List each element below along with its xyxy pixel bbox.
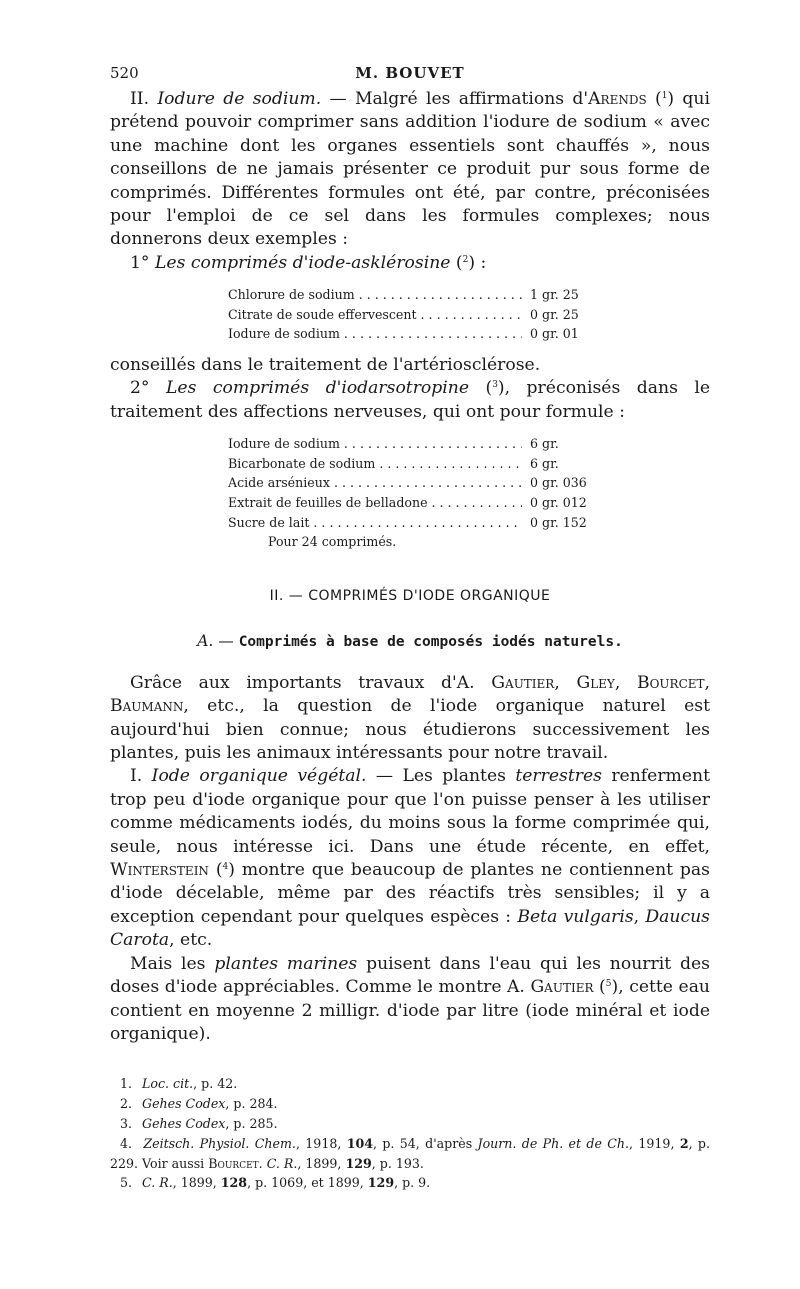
section-title: II. — COMPRIMÉS D'IODE ORGANIQUE (269, 587, 551, 604)
formula-table-2 (228, 434, 608, 552)
author-name: Winterstein (110, 860, 209, 881)
formula-row: Citrate de soude effervescent . . . 0 gr. 25 (228, 305, 608, 325)
formula-row: Extrait de feuilles de belladone . . . 0 gr. 012 (228, 493, 608, 513)
footnote-4: 4. Zeitsch. Physiol. Chem., 1918, 104, p. 54, d'après Journ. de Ph. et de Ch., 1919, 2, p. 229. Voir aussi Bourcet. C. R., 1899, 129, p. 193. (110, 1135, 710, 1171)
page-header (110, 64, 710, 88)
author-name: Gautier (530, 977, 594, 998)
footnote-ref: 4 (222, 862, 229, 873)
footnote-2: 2. Gehes Codex, p. 284. (120, 1096, 278, 1112)
paragraph-lead-title: Iodure de sodium. (157, 89, 322, 109)
example-2-heading: 2° Les comprimés d'iodarsotropine ($^3$), préconisés dans le traitement des affections nerveuses, qui ont pour formule : (110, 378, 711, 422)
formula-table-1 (228, 285, 608, 344)
page-number: 520 (110, 64, 139, 82)
footnote-ref: 1 (661, 91, 668, 101)
author-names: Gautier, Gley, Bourcet, Baumann (110, 672, 710, 717)
author-name: Arends (588, 89, 647, 109)
paragraph-gautier: Grâce aux importants travaux d'A. Gautier, Gley, Bourcet, Baumann, etc., la question de l'iode organique naturel est aujourd'hui bien connue; nous étudierons successivement les plantes, puis les animaux intéressants pour notre travail. (110, 672, 710, 764)
formula-row: Acide arsénieux . . . 0 gr. 036 (228, 473, 608, 493)
footnote-1: 1. Loc. cit., p. 42. (120, 1076, 238, 1092)
running-head: M. BOUVET (355, 64, 465, 82)
footnote-ref: 3 (492, 380, 498, 391)
formula-row: Bicarbonate de sodium . . . 6 gr. (228, 454, 608, 474)
paragraph-plantes-marines: Mais les plantes marines puisent dans l'eau qui les nourrit des doses d'iode appréciables. Comme le montre A. Gautier ($^5$), cette eau contient en moyenne 2 milligr. d'iode par litre (iode minéral et iode organique). (110, 953, 711, 1044)
subsection-title: A. — Comprimés à base de composés iodés naturels. (197, 631, 623, 650)
formula-row: Chlorure de sodium . . . 1 gr. 25 (228, 285, 608, 305)
paragraph-iodure-de-sodium: II. Iodure de sodium. — Malgré les affirmations d'Arends ($^1$) qui prétend pouvoir comprimer sans addition l'iodure de sodium « avec une machine dont les organes essentiels sont chauffés », nous conseillons de ne jamais présenter ce produit pur sous forme de comprimés. Différentes formules ont été, par contre, préconisées pour l'emploi de ce sel dans les formules complexes; nous donnerons deux exemples : (110, 89, 710, 250)
footnotes (110, 1074, 710, 1193)
paragraph-iode-vegetal: I. Iode organique végétal. — Les plantes terrestres renferment trop peu d'iode organique pour que l'on puisse penser à les utiliser comme médicaments iodés, du moins sous la forme comprimée qui, seule, nous intéresse ici. Dans une étude récente, en effet, Winterstein ($^4$) montre que beaucoup de plantes ne contiennent pas d'iode décelable, même par des réactifs très sensibles; il y a exception cependant pour quelques espèces : Beta vulgaris, Daucus Carota, etc. (110, 766, 711, 951)
example-1-heading: 1° Les comprimés d'iode-asklérosine ($^2$) : (130, 252, 487, 273)
footnote-5: 5. C. R., 1899, 128, p. 1069, et 1899, 129, p. 9. (120, 1175, 431, 1191)
formula-row: Iodure de sodium . . . 6 gr. (228, 434, 608, 454)
footnote-ref: 2 (462, 254, 469, 265)
page (110, 64, 710, 1193)
footnote-3: 3. Gehes Codex, p. 285. (120, 1115, 278, 1131)
formula-row: Sucre de lait . . . 0 gr. 152 (228, 513, 608, 533)
formula-note: Pour 24 comprimés. (268, 534, 397, 550)
paragraph-after-formula-1: conseillés dans le traitement de l'artériosclérose. (110, 355, 541, 376)
footnote-ref: 5 (605, 979, 612, 990)
formula-row: Iodure de sodium . . . 0 gr. 01 (228, 324, 608, 344)
